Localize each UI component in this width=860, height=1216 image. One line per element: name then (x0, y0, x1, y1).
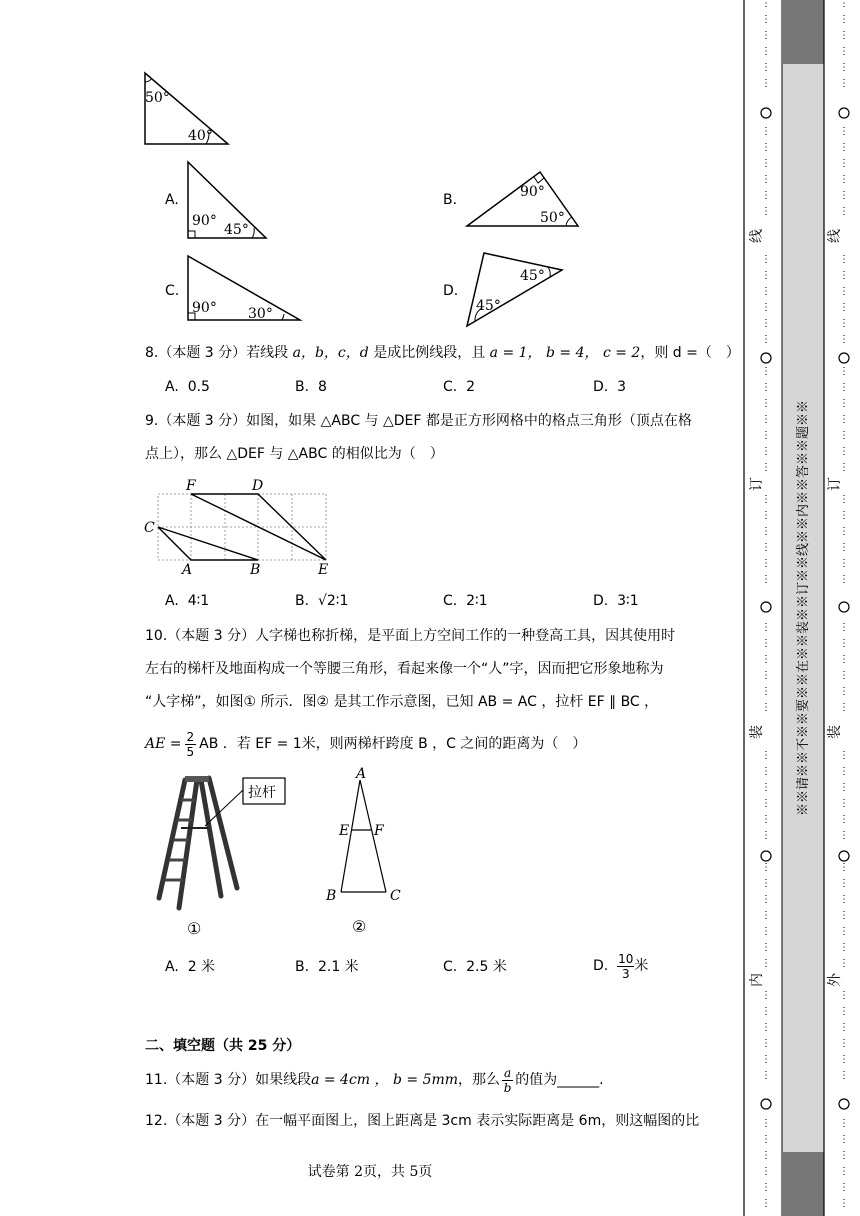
q10-stem-line1: 10.（本题 3 分）人字梯也称折梯，是平面上方空间工作的一种登高工具，因其使用时 (145, 628, 676, 644)
binding-dot: ⋮ (761, 782, 771, 793)
label-B: B (250, 562, 261, 578)
d-angle-bottom: 45° (476, 298, 501, 314)
binding-dot: ⋮ (839, 894, 849, 905)
q10-option-a[interactable]: A. 2 米 (165, 959, 216, 975)
binding-dot: ⋮ (761, 526, 771, 537)
binding-dot: ⋮ (761, 1006, 771, 1017)
binding-dot: ⋮ (761, 862, 771, 873)
binding-dot: ⋮ (761, 190, 771, 201)
label-F: F (186, 478, 196, 494)
binding-dot: ⋮ (761, 622, 771, 633)
binding-dot: ⋮ (839, 526, 849, 537)
binding-dot: ⋮ (839, 1022, 849, 1033)
binding-dot: ⋮ (839, 382, 849, 393)
inner-label-nei: 内 (749, 973, 765, 987)
binding-dot: ⋮ (839, 654, 849, 665)
binding-dot: ⋮ (839, 366, 849, 377)
a-angle-45: 45° (224, 222, 249, 238)
binding-dot: ⋮ (839, 494, 849, 505)
binding-warning: ※※请※※不※※要※※在※※装※※订※※线※※内※※答※※题※※ (796, 399, 811, 817)
binding-dot: ⋮ (761, 894, 771, 905)
binding-dot: ⋮ (839, 1038, 849, 1049)
label-D: D (252, 478, 264, 494)
label-A: A (182, 562, 193, 578)
binding-dot: ⋮ (761, 942, 771, 953)
q10-label-B: B (326, 888, 337, 904)
binding-dot: ⋮ (761, 702, 771, 713)
b-angle-top: 90° (520, 184, 545, 200)
binding-dot: ⋮ (761, 510, 771, 521)
a-angle-right: 90° (192, 213, 217, 229)
binding-dot: ⋮ (839, 1070, 849, 1081)
binding-dot: ⋮ (761, 1166, 771, 1177)
inner-label-ding: 订 (749, 477, 765, 491)
binding-dot: ⋮ (761, 574, 771, 585)
q7-option-b-label: B. (443, 192, 458, 208)
q7-option-a-label: A. (165, 192, 179, 208)
binding-dot: ⋮ (839, 558, 849, 569)
binding-dot: ⋮ (761, 78, 771, 89)
binding-dot: ⋮ (839, 334, 849, 345)
binding-dot: ⋮ (839, 782, 849, 793)
binding-dot: ⋮ (839, 510, 849, 521)
q12-stem: 12.（本题 3 分）在一幅平面图上，图上距离是 3cm 表示实际距离是 6m，则这幅图的比 (145, 1113, 700, 1129)
binding-dot: ⋮ (839, 798, 849, 809)
page-footer: 试卷第 2页，共 5页 (307, 1164, 433, 1180)
b-angle-right: 50° (540, 210, 565, 226)
c-angle-30: 30° (248, 306, 273, 322)
binding-dot: ⋮ (761, 766, 771, 777)
q10-label-A: A (356, 766, 367, 782)
binding-dot: ⋮ (839, 830, 849, 841)
inner-label-zhuang: 装 (749, 725, 765, 739)
inner-label-xian: 线 (749, 229, 765, 243)
q10-option-c[interactable]: C. 2.5 米 (443, 959, 507, 975)
binding-dot: ⋮ (839, 1166, 849, 1177)
q10-stem-line2: 左右的梯杆及地面构成一个等腰三角形，看起来像一个“人”字，因而把它形象地称为 (145, 661, 664, 677)
q7-option-c-triangle (182, 252, 306, 326)
binding-dot: ⋮ (761, 414, 771, 425)
q9-stem-line2: 点上），那么 △DEF 与 △ABC 的相似比为（ ） (145, 446, 444, 462)
binding-dot: ⋮ (839, 1182, 849, 1193)
binding-dot: ⋮ (839, 702, 849, 713)
binding-dot: ⋮ (761, 254, 771, 265)
q9-stem-line1: 9.（本题 3 分）如图，如果 △ABC 与 △DEF 都是正方形网格中的格点三角形（顶点在格 (145, 413, 692, 429)
q10-fig-num1: ① (187, 919, 202, 938)
binding-dot: ⋮ (761, 446, 771, 457)
binding-dot: ⋮ (761, 910, 771, 921)
binding-dot: ⋮ (761, 366, 771, 377)
binding-dot: ⋮ (761, 1070, 771, 1081)
q10-fig-num2: ② (352, 917, 367, 936)
binding-dot: ⋮ (761, 382, 771, 393)
q10-option-b[interactable]: B. 2.1 米 (295, 959, 359, 975)
outer-label-zhuang: 装 (827, 725, 843, 739)
binding-dot: ⋮ (761, 430, 771, 441)
binding-dot: ⋮ (761, 126, 771, 137)
binding-dot: ⋮ (839, 286, 849, 297)
binding-dot: ⋮ (761, 750, 771, 761)
q10-stem-line3: “人字梯”，如图① 所示．图② 是其工作示意图，已知 AB = AC ，拉杆 EF ∥ BC ， (145, 694, 659, 710)
binding-dot: ⋮ (761, 142, 771, 153)
binding-dot: ⋮ (761, 670, 771, 681)
binding-dot: ⋮ (839, 142, 849, 153)
q10-label-E: E (339, 823, 350, 839)
binding-dot: ⋮ (761, 302, 771, 313)
binding-dot: ⋮ (839, 302, 849, 313)
binding-dot: ⋮ (761, 286, 771, 297)
c-angle-right: 90° (192, 300, 217, 316)
binding-dot: ⋮ (761, 686, 771, 697)
binding-dot: ⋮ (839, 926, 849, 937)
binding-dot: ⋮ (839, 814, 849, 825)
binding-dot: ⋮ (839, 126, 849, 137)
binding-dot: ⋮ (839, 1006, 849, 1017)
q10-schematic (320, 766, 410, 940)
q7-option-c-label: C. (165, 283, 180, 299)
binding-dot: ⋮ (839, 574, 849, 585)
binding-dot: ⋮ (761, 494, 771, 505)
binding-dot: ⋮ (839, 62, 849, 73)
binding-dot: ⋮ (761, 0, 771, 9)
binding-dot: ⋮ (839, 638, 849, 649)
q7-option-d-triangle (462, 248, 568, 330)
q8-option-a[interactable]: A. 0.5 (165, 379, 210, 395)
binding-dot: ⋮ (761, 158, 771, 169)
label-C: C (144, 520, 155, 536)
binding-dot: ⋮ (839, 190, 849, 201)
binding-dot: ⋮ (761, 1038, 771, 1049)
binding-dot: ⋮ (761, 46, 771, 57)
q9-option-a[interactable]: A. 4∶1 (165, 593, 210, 609)
binding-dot: ⋮ (839, 958, 849, 969)
binding-dot: ⋮ (839, 862, 849, 873)
binding-dot: ⋮ (839, 1118, 849, 1129)
q11-stem: 11.（本题 3 分）如果线段 a = 4cm ， b = 5mm ，那么 a b 的值为______. (145, 1065, 604, 1095)
q8-option-d[interactable]: D. 3 (593, 379, 627, 395)
binding-dot: ⋮ (839, 270, 849, 281)
binding-dot: ⋮ (761, 1150, 771, 1161)
d-angle-top: 45° (520, 268, 545, 284)
outer-label-wai: 外 (827, 973, 843, 987)
q9-option-d[interactable]: D. 3∶1 (593, 593, 639, 609)
outer-label-xian: 线 (827, 229, 843, 243)
binding-dot: ⋮ (839, 254, 849, 265)
binding-dot: ⋮ (761, 926, 771, 937)
binding-dot: ⋮ (839, 174, 849, 185)
binding-dot: ⋮ (761, 14, 771, 25)
q7-option-b-triangle (462, 168, 586, 232)
binding-dot: ⋮ (761, 62, 771, 73)
binding-dot: ⋮ (761, 958, 771, 969)
binding-dot: ⋮ (761, 830, 771, 841)
binding-dot: ⋮ (761, 334, 771, 345)
q7-option-a-triangle (182, 158, 272, 244)
binding-dot: ⋮ (761, 206, 771, 217)
q9-option-c[interactable]: C. 2∶1 (443, 593, 488, 609)
binding-dot: ⋮ (839, 414, 849, 425)
q10-ladder-photo (145, 768, 295, 940)
q9-option-b[interactable]: B. √2∶1 (295, 593, 349, 609)
q10-fig-tag: 拉杆 (248, 785, 276, 801)
binding-dot: ⋮ (839, 878, 849, 889)
ref-angle-top: 50° (145, 90, 170, 106)
binding-dot: ⋮ (839, 462, 849, 473)
binding-dot: ⋮ (839, 158, 849, 169)
q10-stem-line4: AE = $\frac{2}{5}$ AB ．若 EF = 1米，则两梯杆跨度 B ，C 之间的距离为（ ） (145, 729, 587, 759)
q10-fraction: $\frac{2}{5}$ (186, 729, 195, 759)
binding-dot: ⋮ (761, 558, 771, 569)
binding-dot: ⋮ (839, 542, 849, 553)
binding-dot: ⋮ (839, 14, 849, 25)
binding-dot: ⋮ (839, 750, 849, 761)
binding-dot: ⋮ (839, 206, 849, 217)
binding-dot: ⋮ (839, 942, 849, 953)
binding-dot: ⋮ (839, 990, 849, 1001)
binding-dot: ⋮ (839, 0, 849, 9)
binding-dot: ⋮ (839, 1150, 849, 1161)
binding-dot: ⋮ (839, 622, 849, 633)
binding-dot: ⋮ (761, 318, 771, 329)
binding-dot: ⋮ (761, 1198, 771, 1209)
binding-dot: ⋮ (839, 686, 849, 697)
binding-dot: ⋮ (761, 878, 771, 889)
binding-dot: ⋮ (839, 446, 849, 457)
binding-dot: ⋮ (761, 638, 771, 649)
q8-stem: 8.（本题 3 分）若线段 a，b，c，d 是成比例线段，且 a = 1， b = 4， c = 2，则 d =（ ） (145, 345, 740, 361)
binding-dot: ⋮ (839, 1054, 849, 1065)
q7-reference-triangle (140, 68, 240, 150)
binding-dot: ⋮ (761, 174, 771, 185)
binding-dot: ⋮ (761, 30, 771, 41)
binding-dot: ⋮ (761, 1134, 771, 1145)
q11-fraction: a b (503, 1065, 512, 1095)
q9-grid-figure (140, 474, 340, 580)
binding-dot: ⋮ (839, 670, 849, 681)
binding-dot: ⋮ (839, 1198, 849, 1209)
binding-dot: ⋮ (839, 430, 849, 441)
outer-label-ding: 订 (827, 477, 843, 491)
binding-dot: ⋮ (839, 910, 849, 921)
q10-option-d[interactable]: D. 10 3 米 (593, 951, 649, 981)
q7-option-d-label: D. (443, 283, 459, 299)
q8-option-b[interactable]: B. 8 (295, 379, 327, 395)
binding-dot: ⋮ (761, 990, 771, 1001)
binding-dot: ⋮ (761, 462, 771, 473)
binding-dot: ⋮ (761, 270, 771, 281)
binding-dot: ⋮ (761, 814, 771, 825)
section-2-heading: 二、填空题（共 25 分） (145, 1038, 301, 1054)
binding-dot: ⋮ (761, 398, 771, 409)
binding-dot: ⋮ (761, 1054, 771, 1065)
binding-dot: ⋮ (839, 46, 849, 57)
q10-label-F: F (374, 823, 384, 839)
ref-angle-bottom: 40° (188, 128, 213, 144)
binding-dot: ⋮ (761, 542, 771, 553)
binding-dot: ⋮ (839, 766, 849, 777)
q8-option-c[interactable]: C. 2 (443, 379, 476, 395)
binding-dot: ⋮ (839, 318, 849, 329)
binding-dot: ⋮ (761, 654, 771, 665)
q10-label-C: C (390, 888, 401, 904)
binding-dot: ⋮ (761, 1118, 771, 1129)
binding-dot: ⋮ (839, 30, 849, 41)
binding-dot: ⋮ (839, 78, 849, 89)
binding-dot: ⋮ (839, 398, 849, 409)
binding-dot: ⋮ (761, 798, 771, 809)
binding-dot: ⋮ (761, 1022, 771, 1033)
binding-dot: ⋮ (839, 1134, 849, 1145)
binding-dot: ⋮ (761, 1182, 771, 1193)
binding-margin (740, 0, 860, 1216)
label-E: E (318, 562, 329, 578)
